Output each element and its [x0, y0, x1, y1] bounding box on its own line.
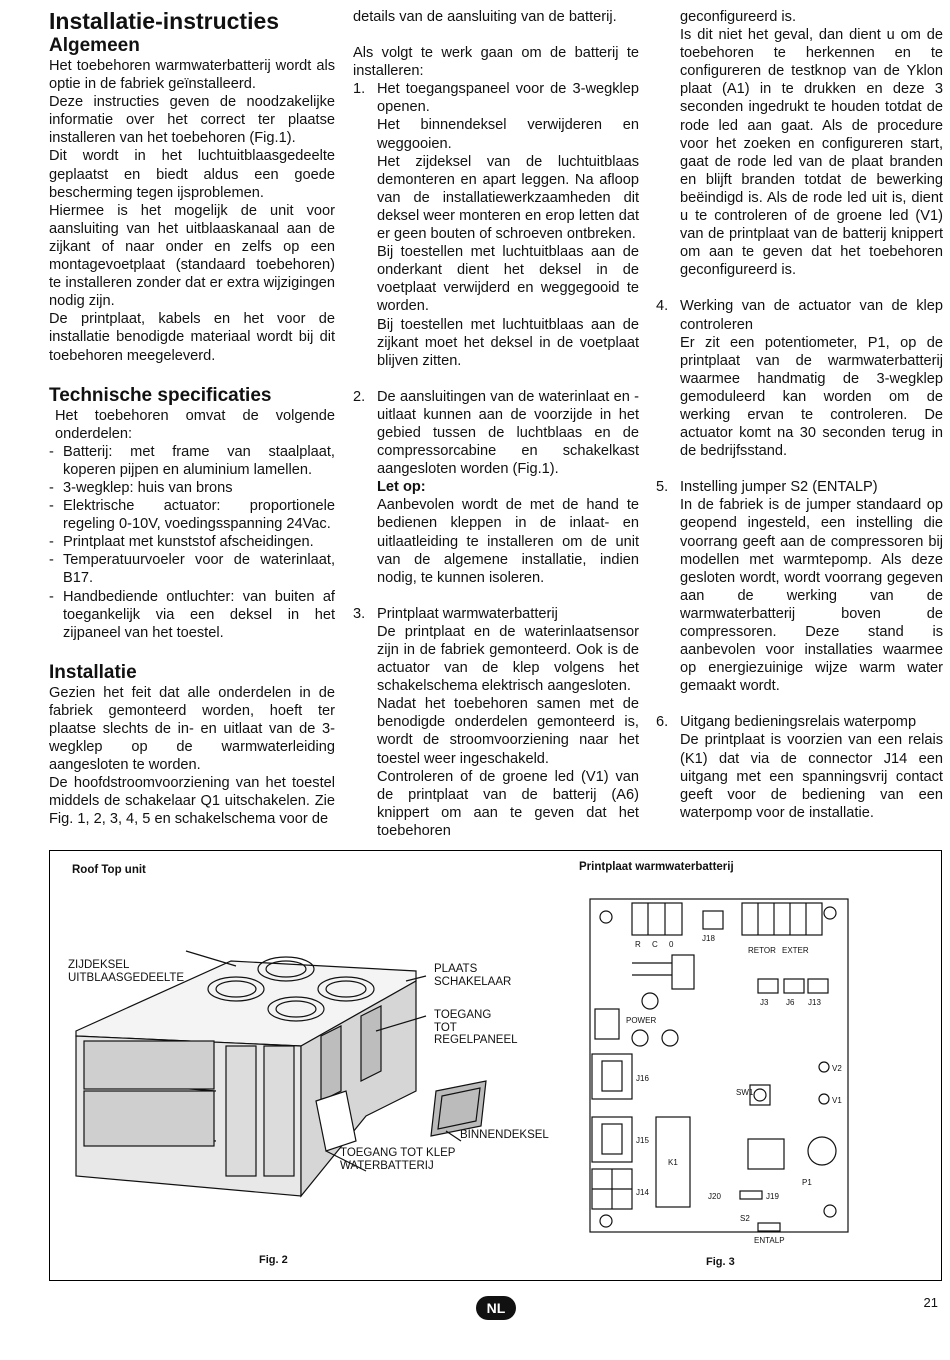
list-item: - 3-wegklep: huis van brons [49, 479, 233, 496]
pcb-label: P1 [802, 1178, 812, 1187]
heading-specs: Technische specificaties [49, 384, 272, 406]
pcb-label: 0 [669, 940, 674, 949]
pcb-label: J14 [636, 1188, 649, 1197]
paragraph: Hiermee is het mogelijk de unit voor aansluiting van het uitblaaskanaal aan de zijkant of naar onder en zelfs op een montagevoetplaat (standaard toebehoren) te installeren zonder dat er extra wijzigingen nodig zijn. [49, 202, 335, 310]
pcb-label: K1 [668, 1158, 678, 1167]
pcb-drawing [590, 899, 850, 1245]
pcb-label: SW1 [736, 1088, 754, 1097]
list-item: 4. Werking van de actuator van de klep controleren Er zit een potentiometer, P1, op de printplaat van de warmwaterbatterij waarmee handmatig de 3-wegklep gemoduleerd kan worden om de werking ervan te controleren. De actuator komt na 30 seconden terug in de bedrijfsstand. [656, 298, 943, 460]
list-item: - Temperatuurvoeler voor de waterinlaat, B17. [49, 552, 335, 587]
column-2 [353, 8, 639, 840]
heading-general: Algemeen [49, 35, 140, 56]
pcb-label: V2 [832, 1064, 842, 1073]
paragraph: De printplaat, kabels en het voor de installatie benodigde materiaal wordt bij dit toebehoren meegeleverd. [49, 311, 335, 364]
pcb-label: J19 [766, 1192, 779, 1201]
paragraph: Als volgt te werk gaan om de batterij te installeren: [353, 45, 639, 80]
pcb-label: ENTALP [754, 1236, 785, 1245]
figure-box [49, 850, 942, 1281]
figure-title-rooftop: Roof Top unit [72, 864, 146, 876]
list-item: - Batterij: met frame van staalplaat, koperen pijpen en aluminium lamellen. [49, 443, 335, 478]
paragraph: Gezien het feit dat alle onderdelen in de fabriek gemonteerd worden, hoeft ter plaatse slechts de in- en uitlaat van de 3-wegklep op de warmwaterleiding aangesloten te worden. [49, 684, 335, 774]
list-item: 6. Uitgang bedieningsrelais waterpomp De printplaat is voorzien van een relais (K1) dat via de connector J14 een uitgang met een spanningsvrij contact geeft voor de bediening van een waterpomp voor de installatie. [656, 714, 943, 821]
column-1 [49, 8, 335, 829]
heading-install: Installatie [49, 661, 137, 683]
paragraph: De hoofdstroomvoorziening van het toestel middels de schakelaar Q1 uitschakelen. Zie Fig. 1, 2, 3, 4, 5 en schakelschema voor de [49, 775, 335, 828]
paragraph: details van de aansluiting van de batterij. [353, 9, 617, 25]
list-item: - Printplaat met kunststof afscheidingen. [49, 534, 314, 551]
page-number: 21 [923, 1295, 938, 1310]
pcb-label: S2 [740, 1214, 750, 1223]
pcb-label: J13 [808, 998, 821, 1007]
language-badge: NL [476, 1296, 516, 1320]
pcb-label: V1 [832, 1096, 842, 1105]
pcb-label: J16 [636, 1074, 649, 1083]
list-item: 3. Printplaat warmwaterbatterij De printplaat en de waterinlaatsensor zijn in de fabriek gemonteerd. Ook is de actuator van de klep volgens het schakelschema elektrisch aangesloten. Nadat het toebehoren samen met de benodigde onderdelen gemonteerd is, wordt de stroomvoorziening naar het toestel weer ingeschakeld. Controleren of de groene led (V1) van de printplaat van de batterij (A6) knippert om aan te geven dat het toebehoren [353, 605, 639, 839]
pcb-label: J6 [786, 998, 795, 1007]
callout-switch: PLAATS SCHAKELAAR [434, 963, 512, 988]
pcb-label: RETOR [748, 946, 776, 955]
pcb-label: J20 [708, 1192, 721, 1201]
list-item: 2. De aansluitingen van de waterinlaat en -uitlaat kunnen aan de voorzijde in het gebied tussen de luchtblaas en de compressorcabine en schakelkast aangesloten worden (Fig.1). Let op: Aanbevolen wordt de met de hand te bedienen kleppen in de inlaat- en uitlaatleiding te installeren om de unit van de algemene installatie, indien nodig, te kunnen isoleren. [353, 388, 639, 586]
callout-control-panel: TOEGANG TOT REGELPANEEL [434, 1009, 518, 1046]
paragraph: Het toebehoren warmwaterbatterij wordt als optie in de fabriek geïnstalleerd. [49, 58, 335, 93]
caption-fig-2: Fig. 2 [259, 1254, 288, 1266]
list-item: 5. Instelling jumper S2 (ENTALP) In de fabriek is de jumper standaard op geopend ingesteld, een instelling die voorrang geeft aan de compressoren bij modellen met warmtepomp. Als deze gesloten wordt, wordt voorrang gegeven aan de werking van de warmwaterbatterij boven de compressoren. Deze stand is aanbevolen voor installaties waarmee op energiezuinige wijze warm water gemaakt wordt. [656, 479, 943, 695]
callout-valve-access: TOEGANG TOT KLEP WATERBATTERIJ [340, 1147, 456, 1172]
page-title: Installatie-instructies [49, 8, 280, 34]
callout-side-cover: ZIJDEKSEL UITBLAASGEDEELTE [68, 959, 185, 984]
pcb-label: J18 [702, 934, 715, 943]
pcb-label: C [652, 940, 658, 949]
list-item: - Handbediende ontluchter: van buiten af toegankelijk via een deksel in het zijpaneel van het toestel. [49, 588, 335, 641]
paragraph: geconfigureerd is. [680, 9, 797, 25]
pcb-label: EXTER [782, 946, 809, 955]
pcb-label: J15 [636, 1136, 649, 1145]
paragraph: Deze instructies geven de noodzakelijke informatie over het correct ter plaatse installeren van het toebehoren (Fig.1). [49, 94, 335, 147]
caption-fig-3: Fig. 3 [706, 1256, 735, 1268]
figure-title-pcb: Printplaat warmwaterbatterij [579, 861, 734, 873]
pcb-label: J3 [760, 998, 769, 1007]
column-3 [656, 8, 943, 822]
list-item: - Elektrische actuator: proportionele regeling 0-10V, voedingsspanning 24Vac. [49, 498, 335, 533]
paragraph: Het toebehoren omvat de volgende onderdelen: [55, 407, 335, 442]
paragraph: Dit wordt in het luchtuitblaasgedeelte geplaatst en biedt aldus een goede bescherming tegen ijsproblemen. [49, 148, 335, 201]
note-label: Let op: [377, 479, 426, 496]
paragraph: Is dit niet het geval, dan dient u om de toebehoren te herkennen en te configureren de testknop van de Yklon plaat (A1) in te drukken en deze 3 seconden ingedrukt te houden totdat de rode led aan gaat. Als de procedure voor het zoeken en configureren start, gaat de rode led van de plaat branden en blijft branden totdat de bewerking beëindigd is. Als de rode led uit is, dient u te controleren of de groene led (V1) van de printplaat van de batterij knippert om aan te geven dat het toebehoren geconfigureerd is. [680, 27, 943, 279]
list-item: 1. Het toegangspaneel voor de 3-wegklep openen. Het binnendeksel verwijderen en weggooien. Het zijdeksel van de luchtuitblaas demonteren en apart leggen. Na afloop van de installatiewerkzaamheden dit deksel weer monteren en erop letten dat er geen bouten of schroeven ontbreken. Bij toestellen met luchtuitblaas aan de onderkant dient het deksel in de voetplaat verwijderd en weggegooid te worden. Bij toestellen met luchtuitblaas aan de zijkant moet het deksel in de voetplaat blijven zitten. [353, 81, 639, 369]
pcb-label: R [635, 940, 641, 949]
callout-inner-cover: BINNENDEKSEL [460, 1129, 549, 1141]
pcb-label: POWER [626, 1016, 657, 1025]
